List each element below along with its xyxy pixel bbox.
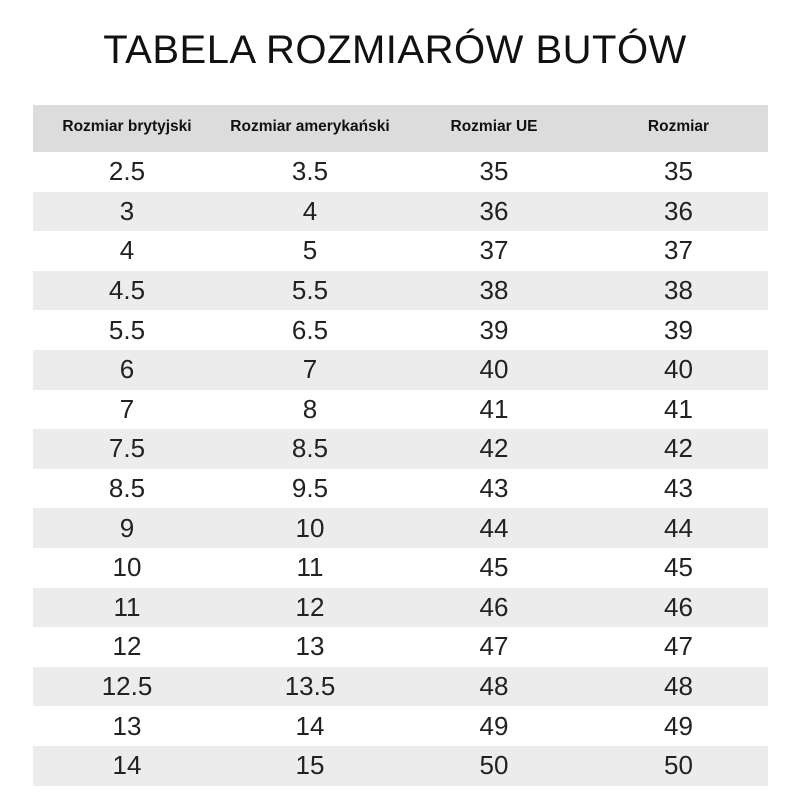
- table-row: [33, 588, 768, 628]
- table-row: [33, 310, 768, 350]
- us-size-cell: 5.5: [291, 275, 329, 306]
- table-row: [33, 667, 768, 707]
- uk-size-cell: 12: [112, 631, 142, 662]
- table-row: [33, 390, 768, 430]
- us-size-cell: 9.5: [291, 473, 329, 504]
- us-size-cell: 8.5: [291, 433, 329, 464]
- table-row: [33, 192, 768, 232]
- eu-size-cell: 35: [479, 156, 509, 187]
- table-body: [33, 152, 768, 786]
- eu-size-cell: 49: [479, 710, 509, 741]
- eu-size-cell: 50: [479, 750, 509, 781]
- table-row: [33, 231, 768, 271]
- eu-size-cell: 48: [479, 671, 509, 702]
- eu-size-cell: 38: [479, 275, 509, 306]
- eu-size-cell: 40: [479, 354, 509, 385]
- uk-size-cell: 2.5: [108, 156, 146, 187]
- uk-size-cell: 4: [119, 235, 135, 266]
- uk-size-cell: 14: [112, 750, 142, 781]
- uk-size-cell: 11: [113, 591, 141, 622]
- eu-size-cell: 43: [479, 473, 509, 504]
- table-row: [33, 627, 768, 667]
- uk-size-cell: 13: [112, 710, 142, 741]
- eu-size-cell: 44: [479, 512, 509, 543]
- size-cell: 48: [664, 671, 693, 702]
- table-row: [33, 469, 768, 509]
- size-cell: 47: [664, 631, 693, 662]
- header-us-size: Rozmiar amerykański: [230, 117, 390, 135]
- page-title: TABELA ROZMIARÓW BUTÓW: [103, 28, 687, 72]
- eu-size-cell: 46: [479, 591, 509, 622]
- us-size-cell: 6.5: [291, 314, 329, 345]
- us-size-cell: 5: [302, 235, 318, 266]
- eu-size-cell: 47: [479, 631, 509, 662]
- eu-size-cell: 39: [479, 314, 509, 345]
- table-row: [33, 429, 768, 469]
- eu-size-cell: 41: [479, 393, 509, 424]
- uk-size-cell: 10: [112, 552, 142, 583]
- table-row: [33, 548, 768, 588]
- size-cell: 44: [664, 512, 693, 543]
- us-size-cell: 3.5: [291, 156, 329, 187]
- size-cell: 38: [664, 275, 693, 306]
- us-size-cell: 15: [295, 750, 325, 781]
- size-table: [33, 105, 768, 786]
- uk-size-cell: 9: [119, 512, 135, 543]
- header-eu-size: Rozmiar UE: [450, 117, 538, 135]
- uk-size-cell: 3: [119, 195, 135, 226]
- size-cell: 40: [664, 354, 693, 385]
- size-cell: 37: [664, 235, 693, 266]
- size-cell: 46: [664, 591, 693, 622]
- size-cell: 43: [664, 473, 693, 504]
- table-row: [33, 508, 768, 548]
- us-size-cell: 11: [296, 552, 324, 583]
- uk-size-cell: 6: [119, 354, 135, 385]
- uk-size-cell: 5.5: [108, 314, 146, 345]
- us-size-cell: 12: [295, 591, 325, 622]
- header-uk-size: Rozmiar brytyjski: [62, 117, 192, 135]
- us-size-cell: 7: [302, 354, 318, 385]
- size-cell: 50: [664, 750, 693, 781]
- us-size-cell: 8: [302, 393, 318, 424]
- uk-size-cell: 8.5: [108, 473, 146, 504]
- size-cell: 35: [664, 156, 693, 187]
- table-row: [33, 350, 768, 390]
- uk-size-cell: 12.5: [101, 671, 153, 702]
- size-cell: 41: [664, 393, 693, 424]
- uk-size-cell: 7.5: [108, 433, 146, 464]
- eu-size-cell: 45: [479, 552, 509, 583]
- us-size-cell: 4: [302, 195, 318, 226]
- eu-size-cell: 42: [479, 433, 509, 464]
- us-size-cell: 13: [295, 631, 325, 662]
- header-size: Rozmiar: [647, 117, 710, 135]
- us-size-cell: 10: [295, 512, 325, 543]
- eu-size-cell: 37: [479, 235, 509, 266]
- us-size-cell: 13.5: [284, 671, 336, 702]
- uk-size-cell: 4.5: [108, 275, 146, 306]
- size-cell: 45: [664, 552, 693, 583]
- uk-size-cell: 7: [119, 393, 135, 424]
- us-size-cell: 14: [295, 710, 325, 741]
- eu-size-cell: 36: [479, 195, 509, 226]
- table-header-row: [33, 105, 768, 152]
- size-cell: 36: [664, 195, 693, 226]
- table-row: [33, 706, 768, 746]
- table-row: [33, 746, 768, 786]
- size-cell: 42: [664, 433, 693, 464]
- table-row: [33, 271, 768, 311]
- size-cell: 39: [664, 314, 693, 345]
- size-cell: 49: [664, 710, 693, 741]
- table-row: [33, 152, 768, 192]
